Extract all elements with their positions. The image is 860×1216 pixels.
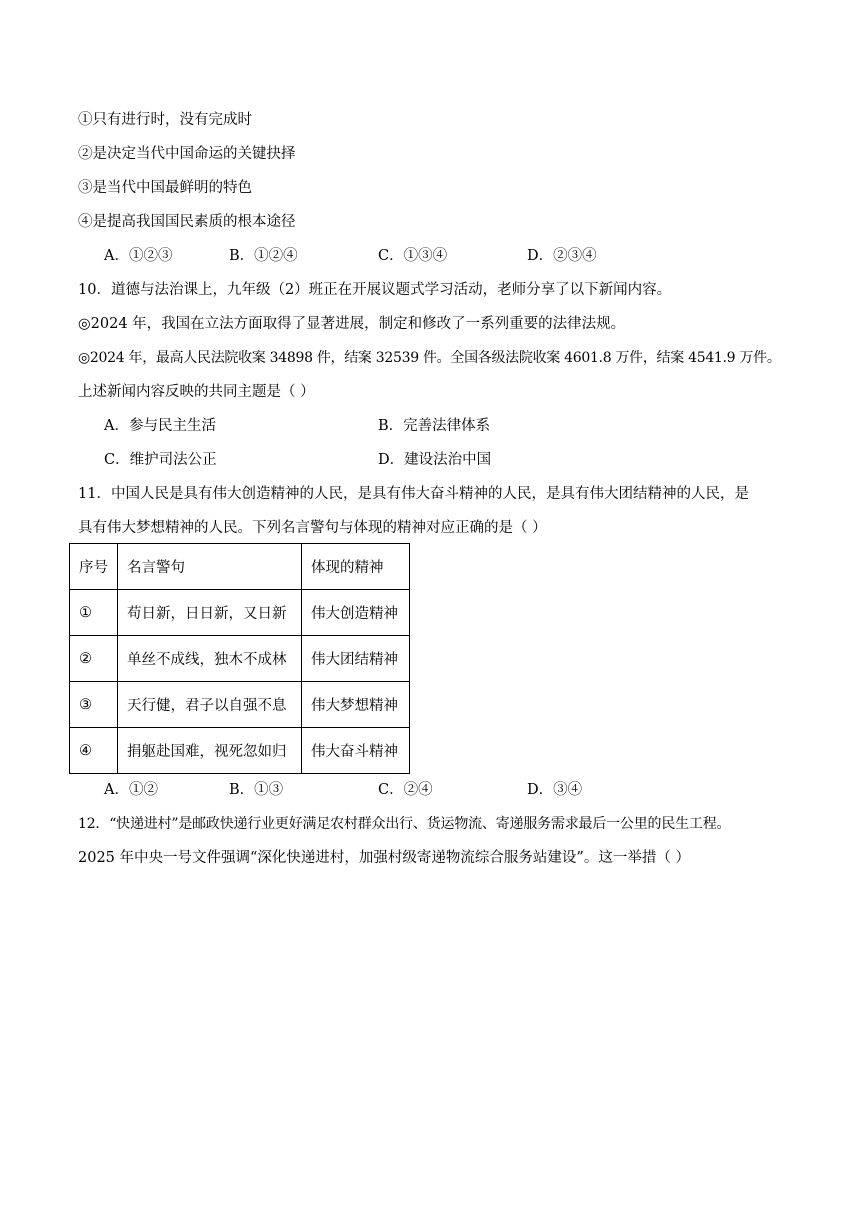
- q10-question: 上述新闻内容反映的共同主题是（ ）: [78, 384, 315, 400]
- quote-spirit-table: [69, 543, 410, 774]
- table-cell: ①: [70, 590, 118, 636]
- q10-option-a: A．参与民主生活: [104, 418, 216, 434]
- table-row: [70, 636, 410, 682]
- q11-stem-line-1: 11．中国人民是具有伟大创造精神的人民，是具有伟大奋斗精神的人民，是具有伟大团结精神的人民，是: [78, 486, 749, 502]
- q9-statement-2: ②是决定当代中国命运的关键抉择: [78, 146, 296, 162]
- q9-option-d: D．②③④: [527, 248, 597, 264]
- table-cell: ④: [70, 728, 118, 774]
- q9-statement-4: ④是提高我国国民素质的根本途径: [78, 214, 296, 230]
- q11-stem-line-2: 具有伟大梦想精神的人民。下列名言警句与体现的精神对应正确的是（ ）: [78, 520, 547, 536]
- q10-stem: 10．道德与法治课上，九年级（2）班正在开展议题式学习活动，老师分享了以下新闻内容。: [78, 282, 672, 298]
- table-header-cell: 体现的精神: [302, 544, 410, 590]
- table-cell: ③: [70, 682, 118, 728]
- q10-option-d: D．建设法治中国: [378, 452, 492, 468]
- q9-statement-3: ③是当代中国最鲜明的特色: [78, 180, 252, 196]
- q11-option-c: C．②④: [378, 782, 433, 798]
- q11-option-b: B．①③: [229, 782, 284, 798]
- table-cell: 天行健，君子以自强不息: [118, 682, 302, 728]
- q9-statement-1: ①只有进行时，没有完成时: [78, 112, 252, 128]
- table-row: [70, 728, 410, 774]
- table-header-cell: 序号: [70, 544, 118, 590]
- table-header-row: [70, 544, 410, 590]
- q10-news-1: ◎2024 年，我国在立法方面取得了显著进展，制定和修改了一系列重要的法律法规。: [78, 316, 626, 332]
- table-cell: 伟大创造精神: [302, 590, 410, 636]
- q10-option-b: B．完善法律体系: [378, 418, 491, 434]
- table-header-cell: 名言警句: [118, 544, 302, 590]
- table-cell: ②: [70, 636, 118, 682]
- q9-option-b: B．①②④: [229, 248, 298, 264]
- q11-option-d: D．③④: [527, 782, 583, 798]
- q10-news-2: ◎2024 年，最高人民法院收案 34898 件，结案 32539 件。全国各级法院收案 4601.8 万件，结案 4541.9 万件。: [78, 350, 781, 366]
- q12-stem-line-1: 12．“快递进村”是邮政快递行业更好满足农村群众出行、货运物流、寄递服务需求最后一公里的民生工程。: [78, 816, 731, 832]
- table-cell: 捐躯赴国难，视死忽如归: [118, 728, 302, 774]
- q12-stem-line-2: 2025 年中央一号文件强调“深化快递进村，加强村级寄递物流综合服务站建设”。这一举措（ ）: [78, 850, 690, 866]
- table-cell: 伟大团结精神: [302, 636, 410, 682]
- table-cell: 伟大梦想精神: [302, 682, 410, 728]
- table-row: [70, 682, 410, 728]
- q9-option-a: A．①②③: [104, 248, 173, 264]
- q9-option-c: C．①③④: [378, 248, 448, 264]
- table-cell: 苟日新，日日新，又日新: [118, 590, 302, 636]
- q11-option-a: A．①②: [104, 782, 158, 798]
- table-cell: 单丝不成线，独木不成林: [118, 636, 302, 682]
- q10-option-c: C．维护司法公正: [104, 452, 217, 468]
- table-cell: 伟大奋斗精神: [302, 728, 410, 774]
- table-row: [70, 590, 410, 636]
